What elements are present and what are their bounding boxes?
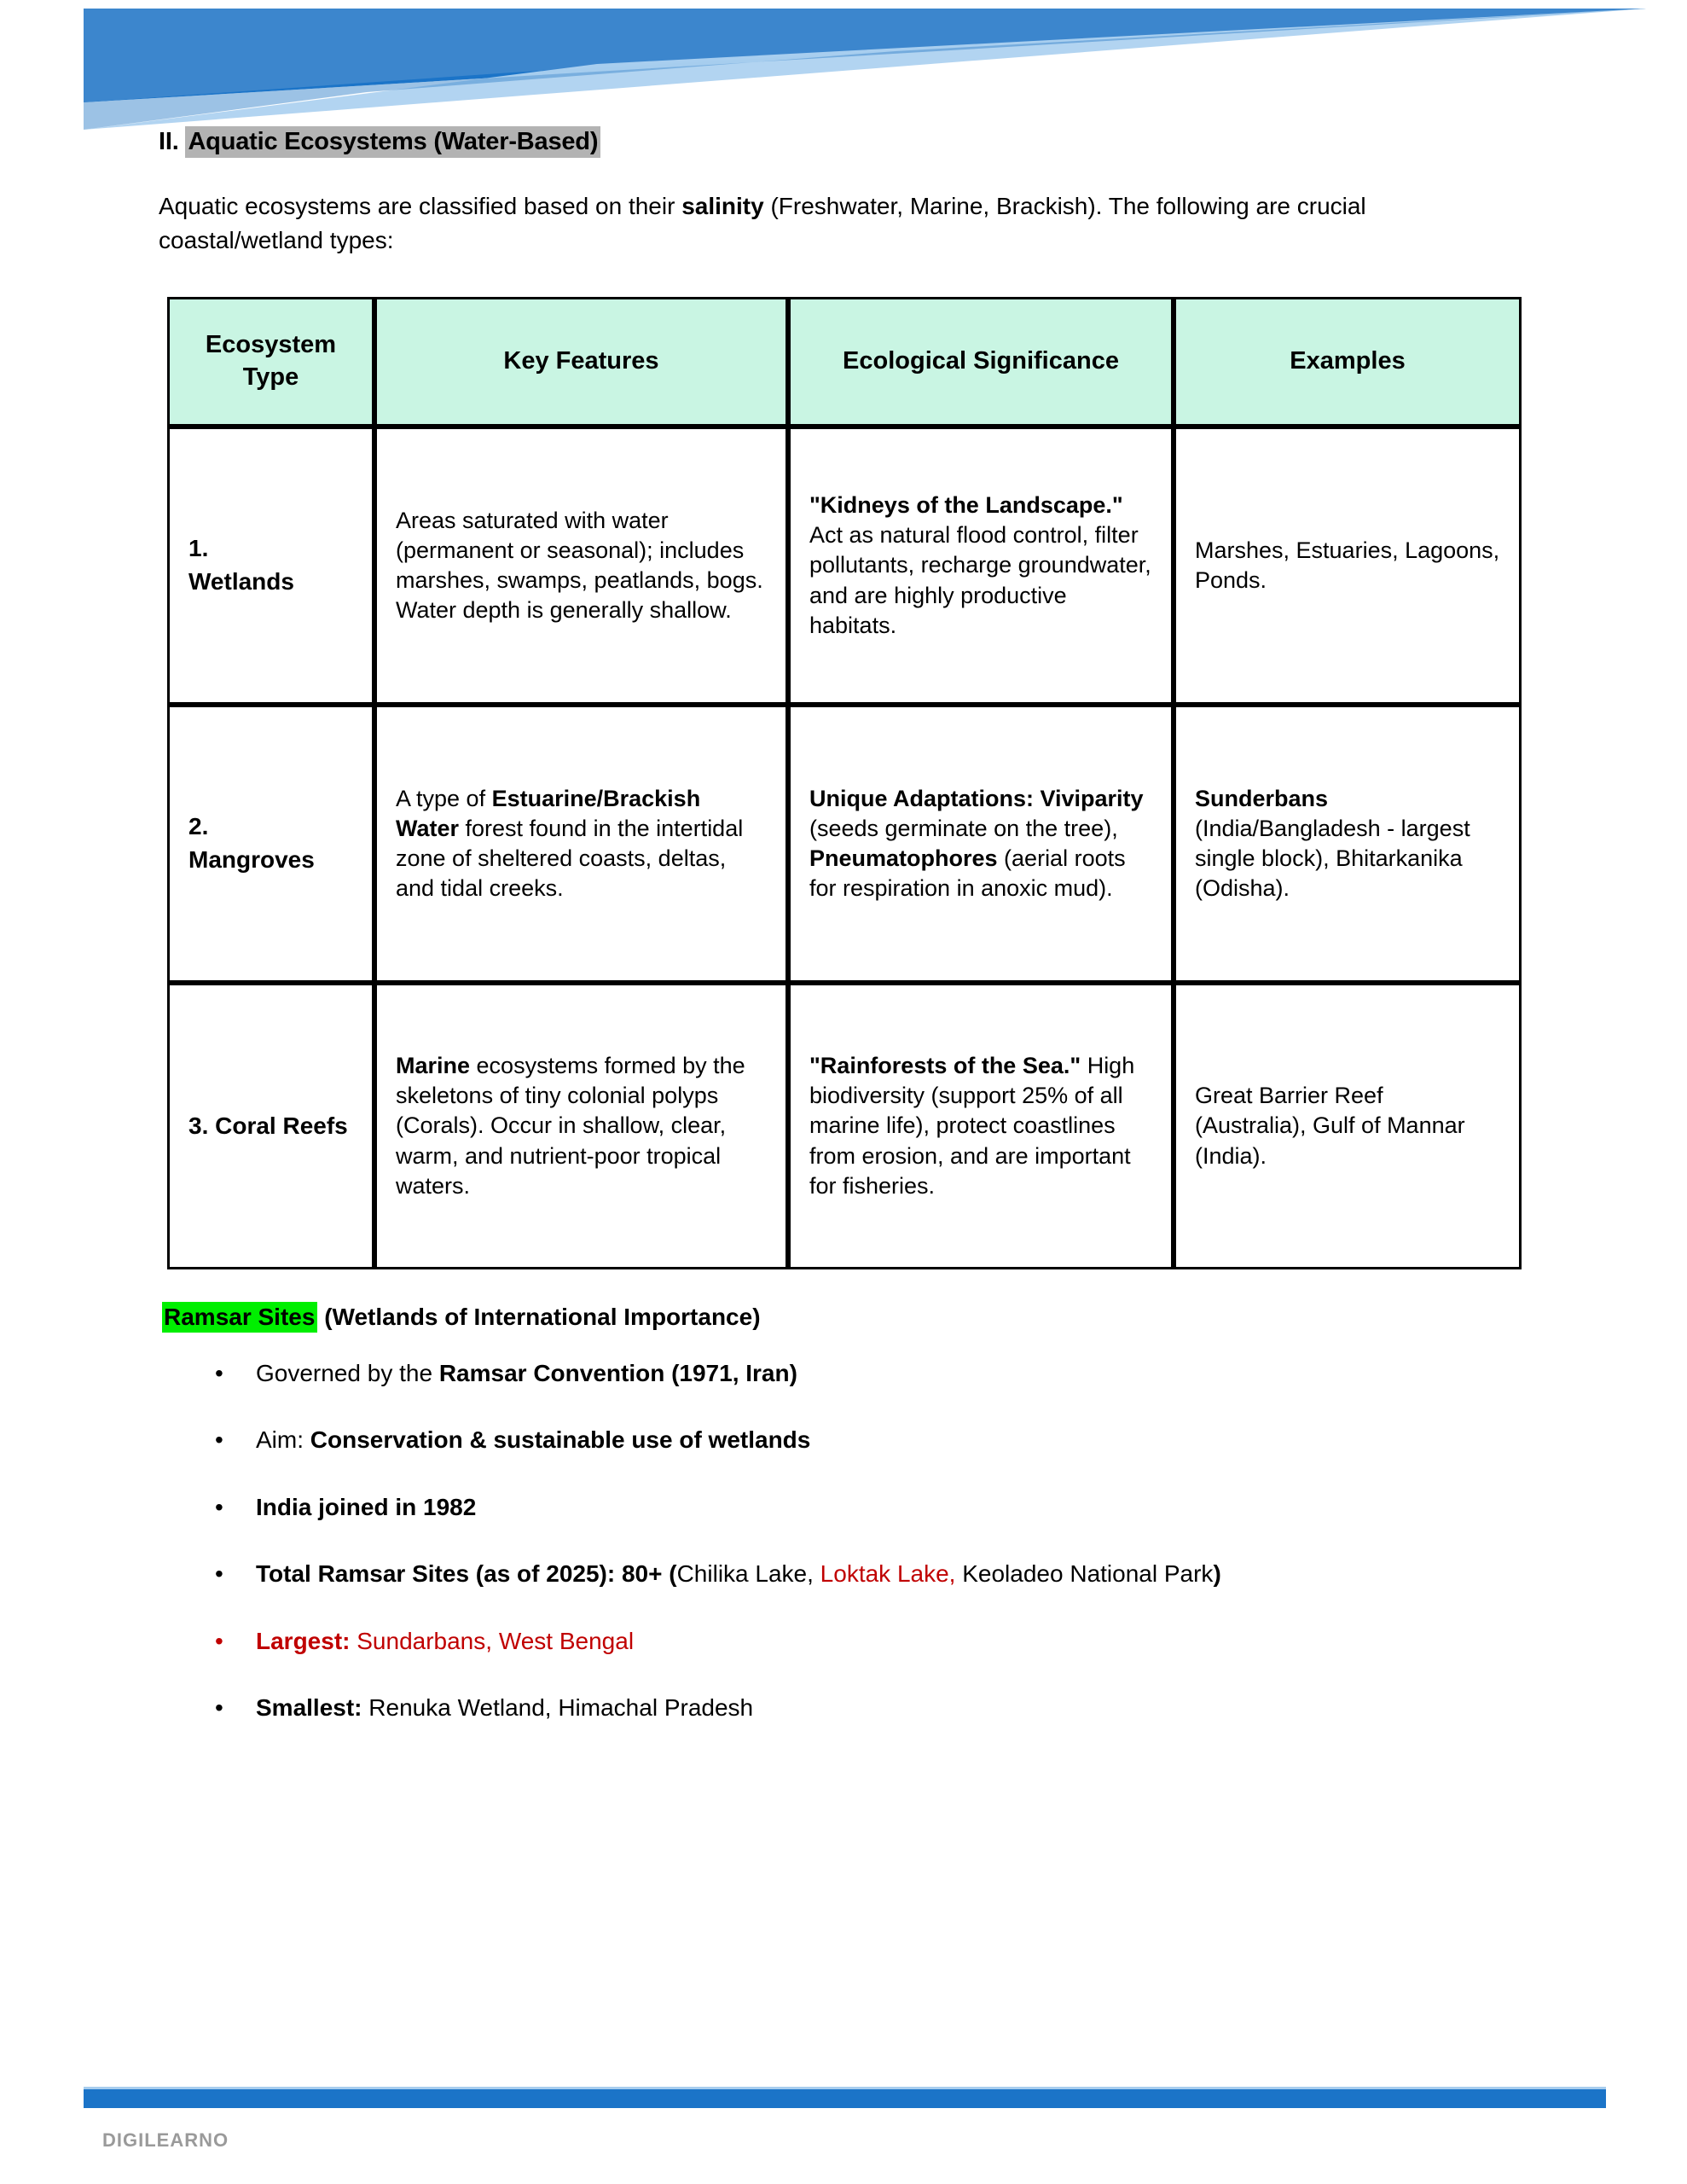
row-name: Mangroves (188, 846, 315, 873)
kf-emphasis: Estuarine/Brackish Water (396, 785, 701, 841)
bullet-icon: • (215, 1426, 223, 1454)
intro-prefix: Aquatic ecosystems are classified based on their (159, 193, 682, 219)
bullet-bold-tail: ) (1213, 1560, 1221, 1588)
bullet-bold: Smallest: (256, 1693, 362, 1721)
cell-ecosystem-type (167, 705, 374, 983)
table-row (167, 983, 1522, 1269)
cell-ecological-significance (788, 705, 1174, 983)
table-row (167, 705, 1522, 983)
list-item (205, 1626, 1535, 1657)
bullet-text: Renuka Wetland, Himachal Pradesh (362, 1693, 754, 1721)
kf-text-lead: A type of (396, 785, 492, 811)
list-item (205, 1693, 1535, 1723)
table-header-row (167, 297, 1522, 427)
cell-examples (1174, 705, 1522, 983)
bullet-bold: Total Ramsar Sites (as of 2025): 80+ ( (256, 1560, 677, 1588)
bullet-bold: India joined in 1982 (256, 1493, 477, 1520)
bullet-red-span: Loktak Lake, (820, 1560, 956, 1588)
list-item (205, 1492, 1535, 1523)
column-header-ecological-significance: Ecological Significance (788, 297, 1174, 427)
intro-paragraph (159, 189, 1506, 258)
bullet-text: Sundarbans, West Bengal (350, 1627, 635, 1654)
footer-divider-bar (84, 2087, 1606, 2108)
bullet-text-1: Chilika Lake, (676, 1560, 820, 1588)
bullet-icon: • (215, 1693, 223, 1721)
significance-emphasis: "Kidneys of the Landscape." (809, 492, 1123, 519)
row-index: 1. (188, 535, 209, 562)
significance-text: Act as natural flood control, filter pollutants, recharge groundwater, and are highly productive habitats. (809, 522, 1151, 638)
cell-ecosystem-type (167, 983, 374, 1269)
list-item (205, 1358, 1535, 1389)
bullet-prefix: Governed by the (256, 1360, 439, 1386)
cell-key-features: Areas saturated with water (permanent or seasonal); includes marshes, swamps, peatlands, bogs. Water depth is generally shallow. (374, 427, 788, 705)
example-emphasis: Sunderbans (1195, 785, 1329, 811)
list-item (205, 1559, 1535, 1589)
significance-emphasis-1: Unique Adaptations: Viviparity (809, 785, 1144, 811)
footer-brand-label: DIGILEARNO (102, 2129, 229, 2151)
cell-examples: Marshes, Estuaries, Lagoons, Ponds. (1174, 427, 1522, 705)
bullet-bold: Ramsar Convention (1971, Iran) (438, 1360, 797, 1386)
bullet-bold: Conservation & sustainable use of wetlands (310, 1426, 811, 1454)
row-index: 2. (188, 813, 209, 840)
significance-text: High biodiversity (support 25% of all marine life), protect coastlines from erosion, and are important for fisheries. (809, 1053, 1135, 1199)
significance-text-1: (seeds germinate on the tree), (809, 815, 1118, 841)
section-number: II. (159, 128, 179, 155)
column-header-key-features: Key Features (374, 297, 788, 427)
kf-emphasis: Marine (396, 1053, 471, 1079)
column-header-examples: Examples (1174, 297, 1522, 427)
column-header-ecosystem-type: Ecosystem Type (167, 297, 374, 427)
row-name: 3. Coral Reefs (188, 1112, 348, 1139)
bullet-prefix: Aim: (256, 1426, 310, 1454)
cell-examples: Great Barrier Reef (Australia), Gulf of Mannar (India). (1174, 983, 1522, 1269)
row-name: Wetlands (188, 568, 294, 595)
cell-key-features (374, 705, 788, 983)
ramsar-bullet-list (205, 1358, 1535, 1759)
ramsar-heading-rest: (Wetlands of International Importance) (317, 1304, 761, 1330)
ramsar-heading (162, 1304, 761, 1331)
bullet-bold: Largest: (256, 1627, 351, 1654)
bullet-icon: • (215, 1627, 223, 1654)
bullet-icon: • (215, 1493, 223, 1520)
bullet-text-2: Keoladeo National Park (955, 1560, 1214, 1588)
bullet-icon: • (215, 1360, 223, 1386)
list-item (205, 1425, 1535, 1455)
ramsar-highlight-term: Ramsar Sites (162, 1302, 317, 1333)
cell-key-features (374, 983, 788, 1269)
section-heading (159, 128, 600, 156)
significance-emphasis: "Rainforests of the Sea." (809, 1053, 1081, 1079)
aquatic-ecosystems-table (167, 297, 1522, 1269)
significance-text-2: (aerial roots for respiration in anoxic mud). (809, 845, 1126, 902)
intro-bold-term: salinity (681, 193, 764, 219)
significance-emphasis-2: Pneumatophores (809, 845, 998, 871)
header-banner-graphic (0, 0, 1687, 136)
cell-ecosystem-type (167, 427, 374, 705)
kf-text: ecosystems formed by the skeletons of tiny colonial polyps (Corals). Occur in shallow, clear, warm, and nutrient-poor tropical waters. (396, 1053, 745, 1199)
example-text: (India/Bangladesh - largest single block), Bhitarkanika (Odisha). (1195, 815, 1470, 902)
cell-ecological-significance (788, 983, 1174, 1269)
kf-text-tail: forest found in the intertidal zone of sheltered coasts, deltas, and tidal creeks. (396, 815, 744, 902)
intro-suffix: (Freshwater, Marine, Brackish). The following are crucial coastal/wetland types: (159, 193, 1366, 253)
section-title: Aquatic Ecosystems (Water-Based) (185, 126, 600, 158)
cell-ecological-significance (788, 427, 1174, 705)
bullet-icon: • (215, 1560, 223, 1588)
table-row (167, 427, 1522, 705)
